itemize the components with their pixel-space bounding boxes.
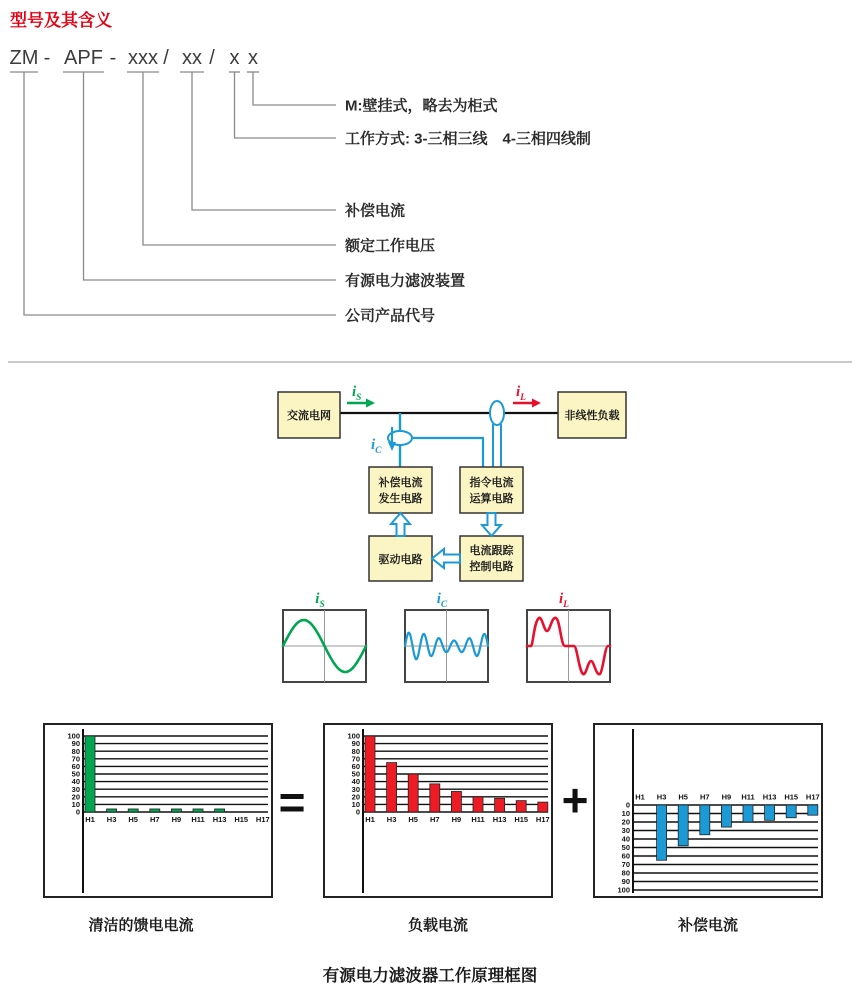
load-current-scope xyxy=(527,591,610,682)
y-tick-label-40: 40 xyxy=(71,777,80,787)
current-tracking-control-label-line1: 电流跟踪 xyxy=(469,545,514,557)
drive-circuit-label: 驱动电路 xyxy=(378,554,423,566)
ic-arrow-head-icon xyxy=(388,442,396,451)
current-tracking-control-label-line2: 控制电路 xyxy=(469,561,514,573)
model-segment-5: / xyxy=(163,47,169,69)
bar-H11 xyxy=(743,805,753,822)
x-category-label-H1: H1 xyxy=(85,815,95,824)
il-current-label: $i_L$ xyxy=(516,384,526,403)
y-tick-label-10: 10 xyxy=(351,800,360,809)
x-category-label-H17: H17 xyxy=(255,815,270,824)
bar-H13 xyxy=(765,805,775,820)
il-arrow-head-icon xyxy=(532,399,541,408)
y-tick-label-50: 50 xyxy=(71,769,80,779)
compensation-current-scope-label: $i_C$ xyxy=(436,591,448,610)
page-title: 型号及其含义 xyxy=(10,11,112,30)
command-current-calc-label-line2: 运算电路 xyxy=(469,493,514,505)
y-tick-label-90: 90 xyxy=(351,739,360,749)
model-code-diagram xyxy=(0,40,860,350)
bar-H5 xyxy=(678,805,688,846)
model-leader-line-5 xyxy=(24,72,336,315)
il-current-transformer-icon xyxy=(490,401,504,425)
model-leader-line-3 xyxy=(143,72,336,245)
y-tick-label-50: 50 xyxy=(621,843,630,853)
model-segment-0: ZM xyxy=(9,47,39,69)
bar-H9 xyxy=(171,809,181,812)
is-arrow-head-icon xyxy=(366,399,375,408)
bar-H7 xyxy=(150,809,160,812)
bar-H1 xyxy=(85,736,95,812)
current-tracking-control-box xyxy=(460,536,523,581)
x-category-label-H11: H11 xyxy=(471,815,485,824)
x-category-label-H7: H7 xyxy=(150,815,160,824)
model-segment-7: / xyxy=(209,47,215,69)
bar-H13 xyxy=(215,809,225,812)
x-category-label-H5: H5 xyxy=(128,815,138,824)
y-tick-label-10: 10 xyxy=(71,800,80,809)
compensation-generator-label-line2: 发生电路 xyxy=(378,493,423,505)
model-segment-8: x xyxy=(229,47,240,69)
bar-H13 xyxy=(495,798,505,812)
x-category-label-H7: H7 xyxy=(430,815,440,824)
model-label-3: 额定工作电压 xyxy=(345,237,436,255)
model-label-4: 有源电力滤波装置 xyxy=(345,272,466,290)
command-current-calc-box xyxy=(460,467,523,513)
x-category-label-H9: H9 xyxy=(171,815,182,824)
model-segment-2: APF xyxy=(64,47,103,69)
y-tick-label-80: 80 xyxy=(351,746,360,756)
x-category-label-H15: H15 xyxy=(514,815,529,824)
model-leader-line-2 xyxy=(192,72,336,210)
harmonic-chart-clean-feed xyxy=(43,723,273,898)
x-category-label-H11: H11 xyxy=(741,792,755,802)
figure-caption: 有源电力滤波器工作原理框图 xyxy=(322,967,538,985)
y-tick-label-10: 10 xyxy=(621,809,630,819)
y-tick-label-60: 60 xyxy=(351,762,360,771)
bar-H9 xyxy=(451,791,461,812)
x-category-label-H3: H3 xyxy=(386,815,397,824)
model-segment-9: x xyxy=(248,47,258,69)
source-current-scope-label: $i_S$ xyxy=(315,591,325,610)
chart-caption-clean-feed: 清洁的馈电电流 xyxy=(88,917,194,934)
equals-operator: = xyxy=(278,776,306,828)
circuit-block-diagram xyxy=(0,370,860,700)
x-category-label-H9: H9 xyxy=(721,792,732,802)
flow-arrow-up-icon xyxy=(391,513,410,536)
model-label-0: M:壁挂式，略去为柜式 xyxy=(345,97,498,115)
x-category-label-H3: H3 xyxy=(106,815,117,824)
model-label-5: 公司产品代号 xyxy=(345,307,436,325)
y-tick-label-30: 30 xyxy=(351,784,360,794)
y-tick-label-0: 0 xyxy=(75,807,80,817)
x-category-label-H7: H7 xyxy=(700,792,710,802)
command-current-calc-label-line1: 指令电流 xyxy=(469,477,514,489)
y-tick-label-20: 20 xyxy=(71,792,80,802)
model-label-1: 工作方式: 3-三相三线 4-三相四线制 xyxy=(345,130,591,148)
y-tick-label-40: 40 xyxy=(351,777,360,787)
chart-caption-compensation: 补偿电流 xyxy=(677,917,738,934)
x-category-label-H1: H1 xyxy=(365,815,375,824)
y-tick-label-40: 40 xyxy=(621,834,630,844)
x-category-label-H13: H13 xyxy=(212,815,227,824)
x-category-label-H5: H5 xyxy=(678,792,688,802)
y-tick-label-70: 70 xyxy=(621,860,630,870)
model-leader-line-0 xyxy=(253,72,336,105)
nonlinear-load-box-label: 非线性负载 xyxy=(564,410,620,422)
bar-H5 xyxy=(128,809,138,812)
y-tick-label-90: 90 xyxy=(71,739,80,749)
y-tick-label-70: 70 xyxy=(351,754,360,764)
bar-H9 xyxy=(721,805,731,827)
y-tick-label-80: 80 xyxy=(71,746,80,756)
x-category-label-H3: H3 xyxy=(656,792,667,802)
ac-source-box-label: 交流电网 xyxy=(287,410,331,422)
model-label-2: 补偿电流 xyxy=(345,202,406,220)
y-tick-label-60: 60 xyxy=(71,762,80,771)
bar-H15 xyxy=(786,805,796,818)
bar-H3 xyxy=(657,805,667,860)
x-category-label-H9: H9 xyxy=(451,815,462,824)
model-segment-1: - xyxy=(43,47,51,69)
plus-operator: + xyxy=(561,774,589,826)
flow-arrow-left-icon xyxy=(432,549,460,568)
y-tick-label-80: 80 xyxy=(621,868,630,878)
x-category-label-H11: H11 xyxy=(191,815,205,824)
compensation-current-scope xyxy=(405,591,488,682)
section-divider xyxy=(8,361,852,363)
bar-H15 xyxy=(516,801,526,812)
y-tick-label-0: 0 xyxy=(355,807,360,817)
model-segment-3: - xyxy=(109,47,117,69)
y-tick-label-30: 30 xyxy=(621,826,630,836)
y-tick-label-100: 100 xyxy=(67,731,80,741)
harmonic-chart-load xyxy=(323,723,553,898)
y-tick-label-20: 20 xyxy=(621,817,630,827)
bar-H11 xyxy=(473,797,483,812)
x-category-label-H15: H15 xyxy=(234,815,249,824)
ic-sense-elbow-line xyxy=(412,438,483,467)
y-tick-label-20: 20 xyxy=(351,792,360,802)
x-category-label-H17: H17 xyxy=(805,792,820,802)
y-tick-label-50: 50 xyxy=(351,769,360,779)
source-current-scope xyxy=(283,591,366,682)
y-tick-label-90: 90 xyxy=(621,877,630,887)
bar-H1 xyxy=(365,736,375,812)
x-category-label-H13: H13 xyxy=(762,792,777,802)
load-current-scope-label: $i_L$ xyxy=(559,591,569,610)
bar-H3 xyxy=(387,763,397,812)
flow-arrow-down-icon xyxy=(482,513,501,536)
harmonic-chart-compensation xyxy=(593,723,823,898)
bar-H7 xyxy=(700,805,710,835)
y-tick-label-100: 100 xyxy=(347,731,360,741)
y-tick-label-100: 100 xyxy=(617,885,630,895)
is-current-label: $i_S$ xyxy=(352,384,362,403)
chart-caption-load: 负载电流 xyxy=(407,917,468,934)
bar-H7 xyxy=(430,784,440,812)
bar-H17 xyxy=(538,802,548,812)
x-category-label-H15: H15 xyxy=(784,792,799,802)
bar-H11 xyxy=(193,809,203,812)
x-category-label-H1: H1 xyxy=(635,792,645,802)
model-segment-4: xxx xyxy=(128,47,158,69)
compensation-generator-box xyxy=(369,467,432,513)
bar-H3 xyxy=(107,809,117,812)
x-category-label-H13: H13 xyxy=(492,815,507,824)
bar-H5 xyxy=(408,774,418,812)
model-segment-6: xx xyxy=(182,47,202,69)
model-leader-line-4 xyxy=(84,72,337,280)
x-category-label-H5: H5 xyxy=(408,815,418,824)
bar-H17 xyxy=(808,805,818,815)
y-tick-label-60: 60 xyxy=(621,851,630,861)
ic-current-label: $i_C$ xyxy=(371,437,382,456)
x-category-label-H17: H17 xyxy=(535,815,550,824)
y-tick-label-30: 30 xyxy=(71,784,80,794)
y-tick-label-70: 70 xyxy=(71,754,80,764)
y-tick-label-0: 0 xyxy=(625,800,630,810)
compensation-generator-label-line1: 补偿电流 xyxy=(378,477,423,489)
